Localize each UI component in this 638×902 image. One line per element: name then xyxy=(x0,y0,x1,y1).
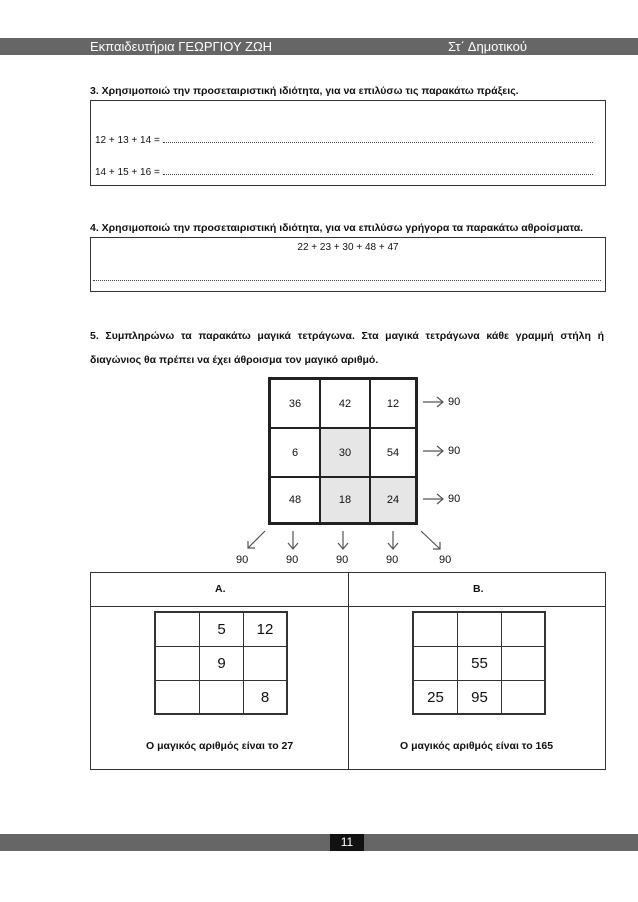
diagonal-arrow-icon xyxy=(248,531,265,548)
right-arrow-icon xyxy=(423,494,443,504)
question-4-title: 4. Χρησιμοποιώ την προσεταιριστική ιδιότητα, για να επιλύσω γρήγορα τα παρακάτω αθροίσματα. xyxy=(90,222,584,234)
diagonal-arrow-icon xyxy=(421,531,440,549)
q4-expression: 22 + 23 + 30 + 48 + 47 xyxy=(297,242,399,253)
example-cell: 30 xyxy=(320,428,370,477)
row-sum: 90 xyxy=(448,445,461,457)
column-sum: 90 xyxy=(236,554,249,566)
column-sum: 90 xyxy=(439,554,452,566)
grade-label: Στ΄ Δημοτικού xyxy=(448,39,527,54)
column-divider xyxy=(348,573,349,769)
square-a-cell[interactable]: 9 xyxy=(199,646,244,681)
example-cell: 18 xyxy=(320,477,370,523)
row-sum: 90 xyxy=(448,493,461,505)
school-name: Εκπαιδευτήρια ΓΕΩΡΓΙΟΥ ΖΩΗ xyxy=(90,39,273,54)
q3-expr-1: 12 + 13 + 14 = xyxy=(95,135,160,146)
square-b-cell[interactable] xyxy=(413,612,458,647)
exercise-b-label: Β. xyxy=(473,583,484,595)
square-a-cell[interactable] xyxy=(243,646,287,681)
magic-square-b xyxy=(412,611,546,715)
square-a-cell[interactable] xyxy=(199,680,244,714)
square-a-cell[interactable] xyxy=(155,612,200,647)
square-a-cell[interactable]: 5 xyxy=(199,612,244,647)
example-cell: 54 xyxy=(370,428,416,477)
page-number: 11 xyxy=(330,834,364,851)
down-arrow-icon xyxy=(338,531,348,549)
square-b-cell[interactable] xyxy=(501,612,545,647)
column-sum: 90 xyxy=(386,554,399,566)
example-cell: 6 xyxy=(270,428,320,477)
column-sum: 90 xyxy=(336,554,349,566)
header-divider xyxy=(91,606,605,607)
example-cell: 24 xyxy=(370,477,416,523)
right-arrow-icon xyxy=(423,446,443,456)
right-arrow-icon xyxy=(423,397,443,407)
square-b-cell[interactable]: 25 xyxy=(413,680,458,714)
question-3-title: 3. Χρησιμοποιώ την προσεταιριστική ιδιότητα, για να επιλύσω τις παρακάτω πράξεις. xyxy=(90,85,519,97)
example-cell: 36 xyxy=(270,379,320,428)
exercise-a-caption: Ο μαγικός αριθμός είναι το 27 xyxy=(146,740,294,752)
down-arrow-icon xyxy=(388,531,398,549)
square-b-cell[interactable]: 95 xyxy=(457,680,502,714)
square-b-cell[interactable] xyxy=(457,612,502,647)
exercise-a-label: Α. xyxy=(215,583,226,595)
exercise-table xyxy=(90,572,606,770)
square-a-cell[interactable]: 12 xyxy=(243,612,287,647)
exercise-b-caption: Ο μαγικός αριθμός είναι το 165 xyxy=(400,740,554,752)
footer-bar xyxy=(0,834,638,851)
square-a-cell[interactable] xyxy=(155,680,200,714)
square-b-cell[interactable] xyxy=(413,646,458,681)
example-cell: 12 xyxy=(370,379,416,428)
square-b-cell[interactable] xyxy=(501,680,545,714)
example-cell: 48 xyxy=(270,477,320,523)
magic-square-a xyxy=(154,611,288,715)
down-arrow-icon xyxy=(288,531,298,549)
q3-expr-2: 14 + 15 + 16 = xyxy=(95,167,160,178)
row-sum: 90 xyxy=(448,396,461,408)
column-sum: 90 xyxy=(286,554,299,566)
square-a-cell[interactable] xyxy=(155,646,200,681)
square-a-cell[interactable]: 8 xyxy=(243,680,287,714)
question-5-title: 5. Συμπληρώνω τα παρακάτω μαγικά τετράγωνα. Στα μαγικά τετράγωνα κάθε γραμμή στήλη ή διαγώνιος θα πρέπει να έχει άθροισμα τον μαγικό αριθμό. xyxy=(90,330,604,366)
square-b-cell[interactable]: 55 xyxy=(457,646,502,681)
square-b-cell[interactable] xyxy=(501,646,545,681)
example-cell: 42 xyxy=(320,379,370,428)
